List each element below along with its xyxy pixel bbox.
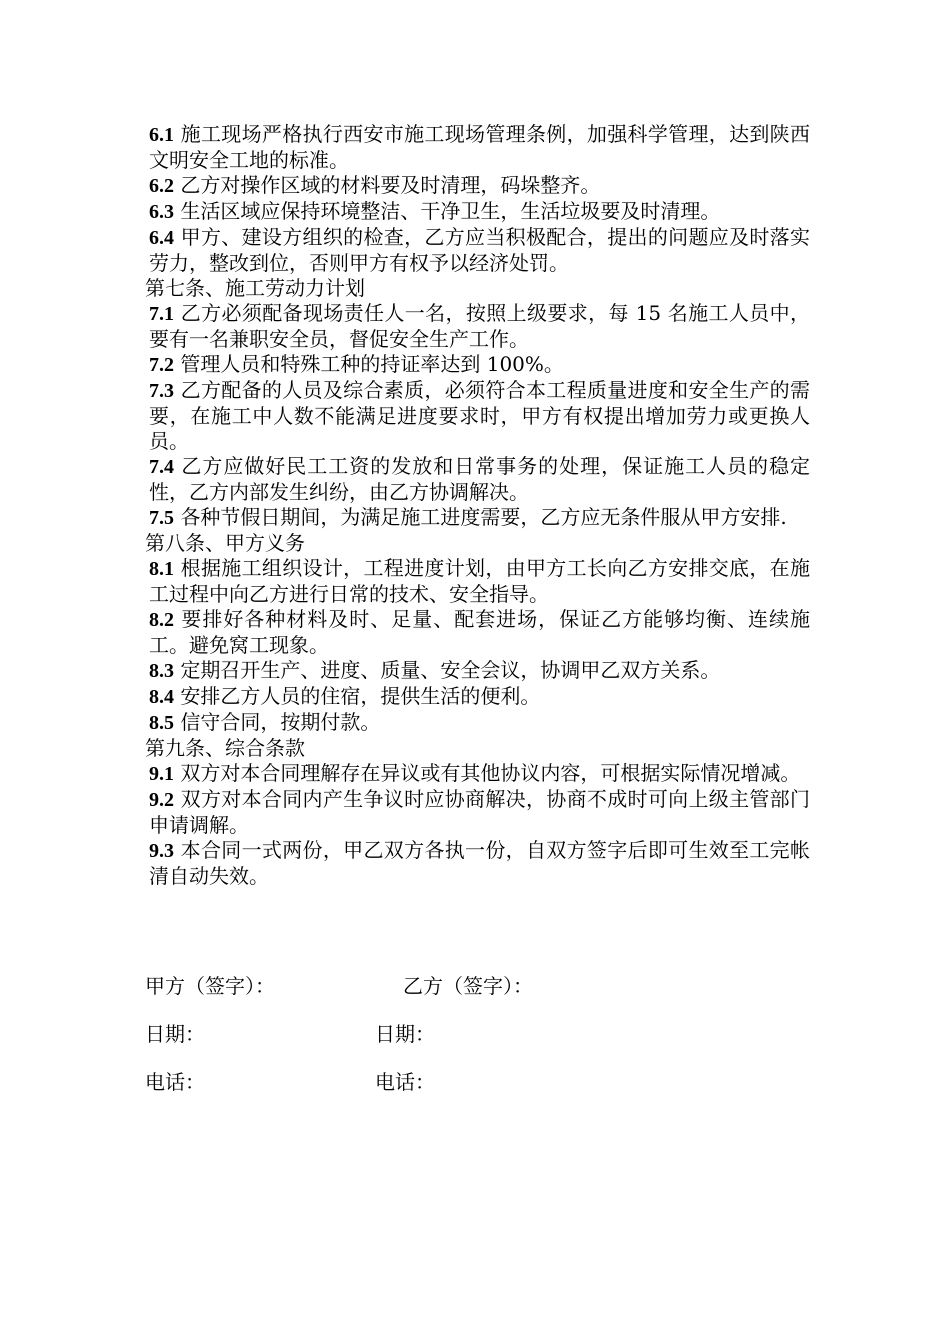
section-heading: 第九条、综合条款 <box>145 736 305 760</box>
clause-6-4 <box>145 225 810 276</box>
clause-text: 定期召开生产、进度、质量、安全会议，协调甲乙双方关系。 <box>174 658 721 682</box>
clause-number: 7.2 <box>149 354 174 376</box>
clause-text: 生活区域应保持环境整洁、干净卫生，生活垃圾要及时清理。 <box>174 199 721 223</box>
clause-number: 8.5 <box>149 712 174 734</box>
party-b-phone-label: 电话： <box>375 1070 435 1094</box>
clause-7-1 <box>145 301 810 352</box>
clause-8-1 <box>145 556 810 607</box>
clause-text: 根据施工组织设计，工程进度计划，由甲方工长向乙方安排交底，在施工过程中向乙方进行日常的技术、安全指导。 <box>149 556 810 606</box>
clause-number: 7.4 <box>149 456 174 478</box>
clause-8-2 <box>145 607 810 658</box>
clause-6-1 <box>145 122 810 173</box>
clause-text: 信守合同，按期付款。 <box>174 710 381 734</box>
clause-number: 8.1 <box>149 558 174 580</box>
clause-text: 要排好各种材料及时、足量、配套进场，保证乙方能够均衡、连续施工。避免窝工现象。 <box>149 607 810 657</box>
clause-number: 6.3 <box>149 201 174 223</box>
clause-number: 8.2 <box>149 609 174 631</box>
party-a-signature-label: 甲方（签字）： <box>145 974 275 998</box>
clause-8-5 <box>145 710 810 736</box>
clause-text: 双方对本合同理解存在异议或有其他协议内容，可根据实际情况增减。 <box>174 761 801 785</box>
section-heading: 第七条、施工劳动力计划 <box>145 276 365 300</box>
clause-6-2 <box>145 173 810 199</box>
signature-row <box>145 970 810 998</box>
clause-7-3 <box>145 378 810 454</box>
clause-number: 9.3 <box>149 840 174 862</box>
clause-7-2 <box>145 352 810 378</box>
clause-8-3 <box>145 658 810 684</box>
contract-body <box>145 122 810 889</box>
clause-number: 6.1 <box>149 124 174 146</box>
clause-7-5 <box>145 505 810 531</box>
clause-text: 乙方应做好民工工资的发放和日常事务的处理，保证施工人员的稳定性，乙方内部发生纠纷，由乙方协调解决。 <box>149 454 810 504</box>
clause-number: 8.4 <box>149 686 174 708</box>
signature-block <box>145 970 810 1114</box>
clause-text: 双方对本合同内产生争议时应协商解决，协商不成时可向上级主管部门申请调解。 <box>149 787 810 837</box>
clause-number: 7.1 <box>149 303 174 325</box>
clause-6-3 <box>145 199 810 225</box>
clause-text: 管理人员和特殊工种的持证率达到 100%。 <box>174 352 564 376</box>
clause-text: 各种节假日期间，为满足施工进度需要，乙方应无条件服从甲方安排. <box>174 505 787 529</box>
phone-row <box>145 1066 810 1094</box>
clause-9-1 <box>145 761 810 787</box>
clause-text: 甲方、建设方组织的检查，乙方应当积极配合，提出的问题应及时落实劳力，整改到位，否则甲方有权予以经济处罚。 <box>149 225 810 275</box>
clause-text: 施工现场严格执行西安市施工现场管理条例，加强科学管理，达到陕西文明安全工地的标准。 <box>149 122 810 172</box>
clause-7-4 <box>145 454 810 505</box>
clause-number: 8.3 <box>149 660 174 682</box>
clause-number: 7.3 <box>149 380 174 402</box>
party-b-signature-label: 乙方（签字）： <box>403 974 533 998</box>
clause-number: 6.2 <box>149 175 174 197</box>
clause-9-3 <box>145 838 810 889</box>
clause-number: 7.5 <box>149 507 174 529</box>
party-a-phone-label: 电话： <box>145 1070 205 1094</box>
clause-text: 安排乙方人员的住宿，提供生活的便利。 <box>174 684 541 708</box>
clause-number: 9.1 <box>149 763 174 785</box>
clause-text: 乙方必须配备现场责任人一名，按照上级要求，每 15 名施工人员中，要有一名兼职安全员，督促安全生产工作。 <box>149 301 810 351</box>
party-a-date-label: 日期： <box>145 1022 205 1046</box>
clause-8-4 <box>145 684 810 710</box>
clause-number: 6.4 <box>149 227 174 249</box>
clause-number: 9.2 <box>149 789 174 811</box>
section-heading: 第八条、甲方义务 <box>145 531 305 555</box>
clause-9-2 <box>145 787 810 838</box>
clause-text: 本合同一式两份，甲乙双方各执一份，自双方签字后即可生效至工完帐清自动失效。 <box>149 838 810 888</box>
clause-text: 乙方对操作区域的材料要及时清理，码垛整齐。 <box>174 173 601 197</box>
party-b-date-label: 日期： <box>375 1022 435 1046</box>
clause-text: 乙方配备的人员及综合素质，必须符合本工程质量进度和安全生产的需要，在施工中人数不能满足进度要求时，甲方有权提出增加劳力或更换人员。 <box>149 378 810 453</box>
date-row <box>145 1018 810 1046</box>
